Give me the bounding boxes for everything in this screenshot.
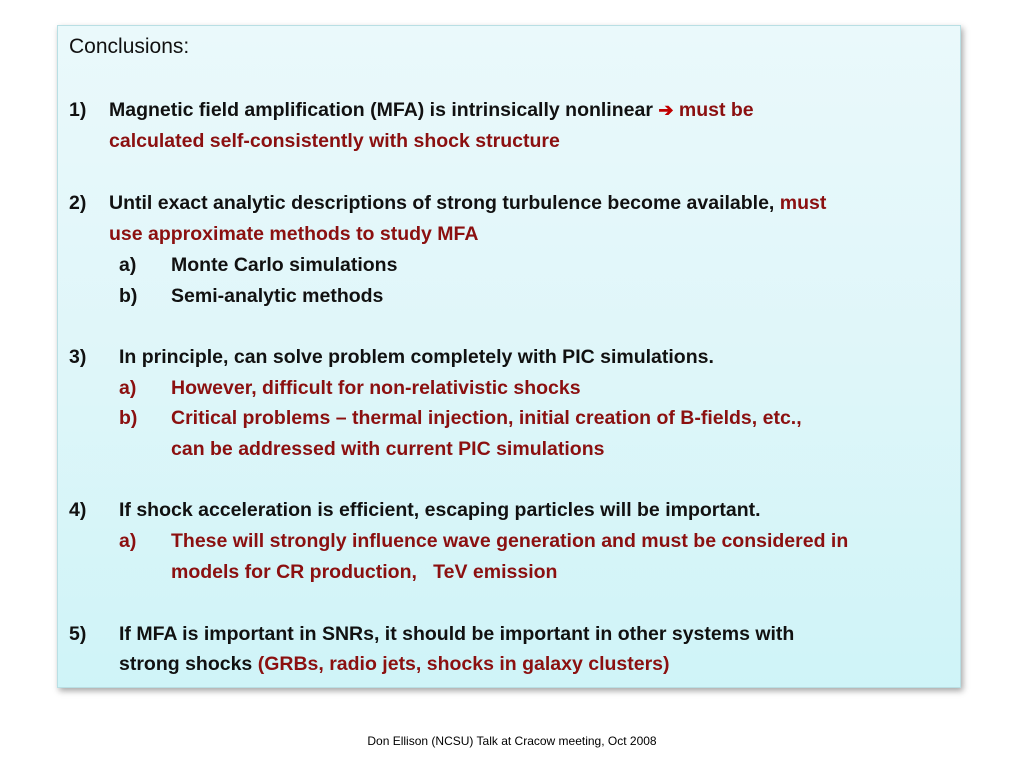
page-title xyxy=(69,35,189,59)
item-2a-text: Monte Carlo simulations xyxy=(171,254,398,276)
item-2-number: 2) xyxy=(69,192,87,214)
item-1-number: 1) xyxy=(69,99,87,121)
item-2b-text: Semi-analytic methods xyxy=(171,285,384,307)
item-3b-text-2: can be addressed with current PIC simulations xyxy=(171,438,605,460)
item-5-line-1: If MFA is important in SNRs, it should be important in other systems with xyxy=(119,623,795,645)
item-2-line-2: use approximate methods to study MFA xyxy=(109,223,479,245)
item-5-emphasis: (GRBs, radio jets, shocks in galaxy clusters) xyxy=(257,653,670,675)
title-colon: : xyxy=(183,35,190,58)
item-4a-text: These will strongly influence wave generation and must be considered in xyxy=(171,530,849,552)
item-5-text: strong shocks xyxy=(119,653,258,675)
item-4a-letter: a) xyxy=(119,530,137,552)
item-2-emphasis: must xyxy=(779,192,827,214)
item-2a-letter: a) xyxy=(119,254,137,276)
item-3b-text: Critical problems – thermal injection, initial creation of B-fields, etc., xyxy=(171,407,802,429)
slide-footer: Don Ellison (NCSU) Talk at Cracow meeting, Oct 2008 xyxy=(367,734,657,748)
item-4a-text-2: models for CR production, TeV emission xyxy=(171,561,558,583)
item-5-number: 5) xyxy=(69,623,87,645)
right-arrow-icon: ➔ xyxy=(658,100,674,120)
item-5-line-2 xyxy=(119,652,670,676)
item-1-line-2: calculated self-consistently with shock structure xyxy=(109,130,560,152)
item-1-line-1 xyxy=(109,98,754,122)
item-3-line-1: In principle, can solve problem completely with PIC simulations. xyxy=(119,346,714,368)
item-4-line-1: If shock acceleration is efficient, escaping particles will be important. xyxy=(119,499,761,521)
item-4-number: 4) xyxy=(69,499,87,521)
item-3b-letter: b) xyxy=(119,407,138,429)
item-2b-letter: b) xyxy=(119,285,138,307)
item-2-line-1 xyxy=(109,191,826,215)
item-3a-text: However, difficult for non-relativistic shocks xyxy=(171,377,581,399)
item-3-number: 3) xyxy=(69,346,87,368)
item-1-text: Magnetic field amplification (MFA) is intrinsically nonlinear xyxy=(109,99,659,121)
item-2-text: Until exact analytic descriptions of strong turbulence become available, xyxy=(109,192,780,214)
title-text: Conclusions xyxy=(69,35,184,58)
item-1-emphasis: must be xyxy=(673,99,754,121)
item-3a-letter: a) xyxy=(119,377,137,399)
